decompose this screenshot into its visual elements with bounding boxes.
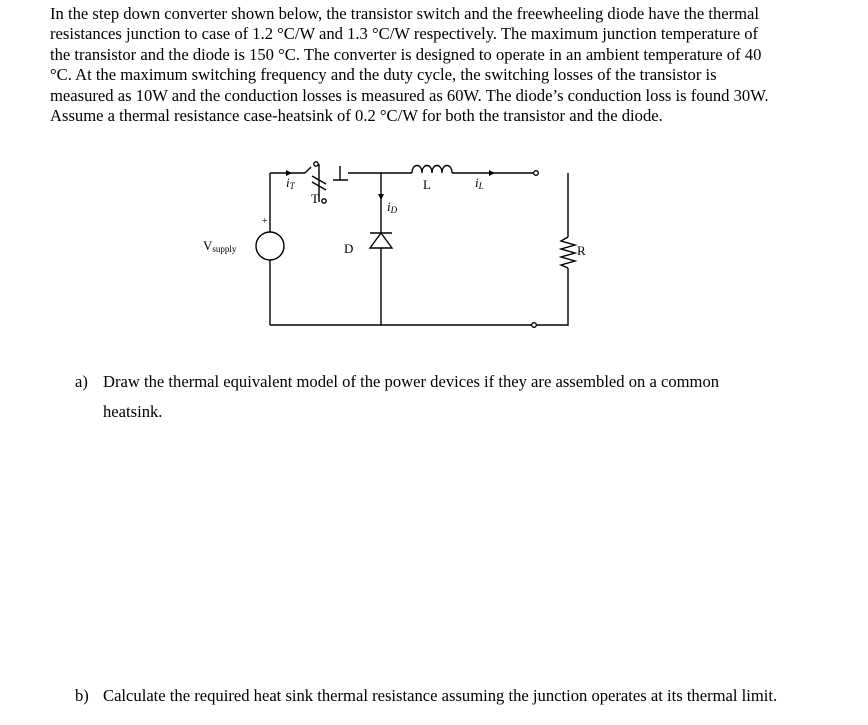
label-diode-current: iD: [387, 199, 398, 215]
question-b: [75, 686, 777, 706]
problem-line-2: resistances junction to case of 1.2 °C/W and 1.3 °C/W respectively. The maximum junction temperature of: [50, 24, 759, 44]
label-resistor: R: [577, 243, 586, 258]
resistor-symbol: [561, 237, 575, 268]
diode-symbol: [370, 233, 392, 248]
question-a-text-1: Draw the thermal equivalent model of the power devices if they are assembled on a common: [103, 372, 720, 391]
question-a-marker: a): [75, 372, 88, 391]
inductor-symbol: [412, 166, 452, 174]
wire-right-bottom: [536, 268, 568, 325]
terminal-bottom-right: [532, 323, 537, 328]
transistor-bar: [333, 166, 348, 180]
problem-statement: [50, 4, 840, 126]
buck-converter-circuit-diagram: [195, 160, 595, 340]
problem-line-1: In the step down converter shown below, the transistor switch and the freewheeling diode have the thermal: [50, 4, 760, 23]
problem-line-3: the transistor and the diode is 150 °C. The converter is designed to operate in an ambient temperature of 40: [50, 44, 762, 64]
label-diode: D: [344, 241, 354, 256]
label-transistor: T: [311, 191, 319, 206]
label-transistor-current: iT: [286, 175, 295, 191]
transistor-terminal-2: [322, 199, 326, 203]
label-inductor-current: iL: [475, 175, 484, 191]
voltage-source-symbol: [256, 232, 284, 260]
label-plus-sign: +: [262, 216, 268, 227]
question-a-line-1: [75, 372, 719, 392]
transistor-terminal-1: [314, 162, 318, 166]
terminal-top-right: [534, 171, 539, 176]
current-arrow-inductor: [489, 170, 495, 176]
problem-line-6: Assume a thermal resistance case-heatsink of 0.2 °C/W for both the transistor and the diode.: [50, 106, 663, 126]
problem-line-5: measured as 10W and the conduction losses is measured as 60W. The diode’s conduction loss is found 30W.: [50, 85, 769, 105]
question-a-line-2: heatsink.: [103, 402, 163, 421]
current-arrow-diode: [378, 194, 384, 200]
problem-line-4: °C. At the maximum switching frequency and the duty cycle, the switching losses of the transistor is: [50, 65, 717, 85]
question-b-text: Calculate the required heat sink thermal resistance assuming the junction operates at its thermal limit.: [103, 686, 778, 705]
label-inductor: L: [423, 177, 431, 192]
question-b-marker: b): [75, 686, 89, 705]
label-v-supply: Vsupply: [203, 238, 237, 254]
